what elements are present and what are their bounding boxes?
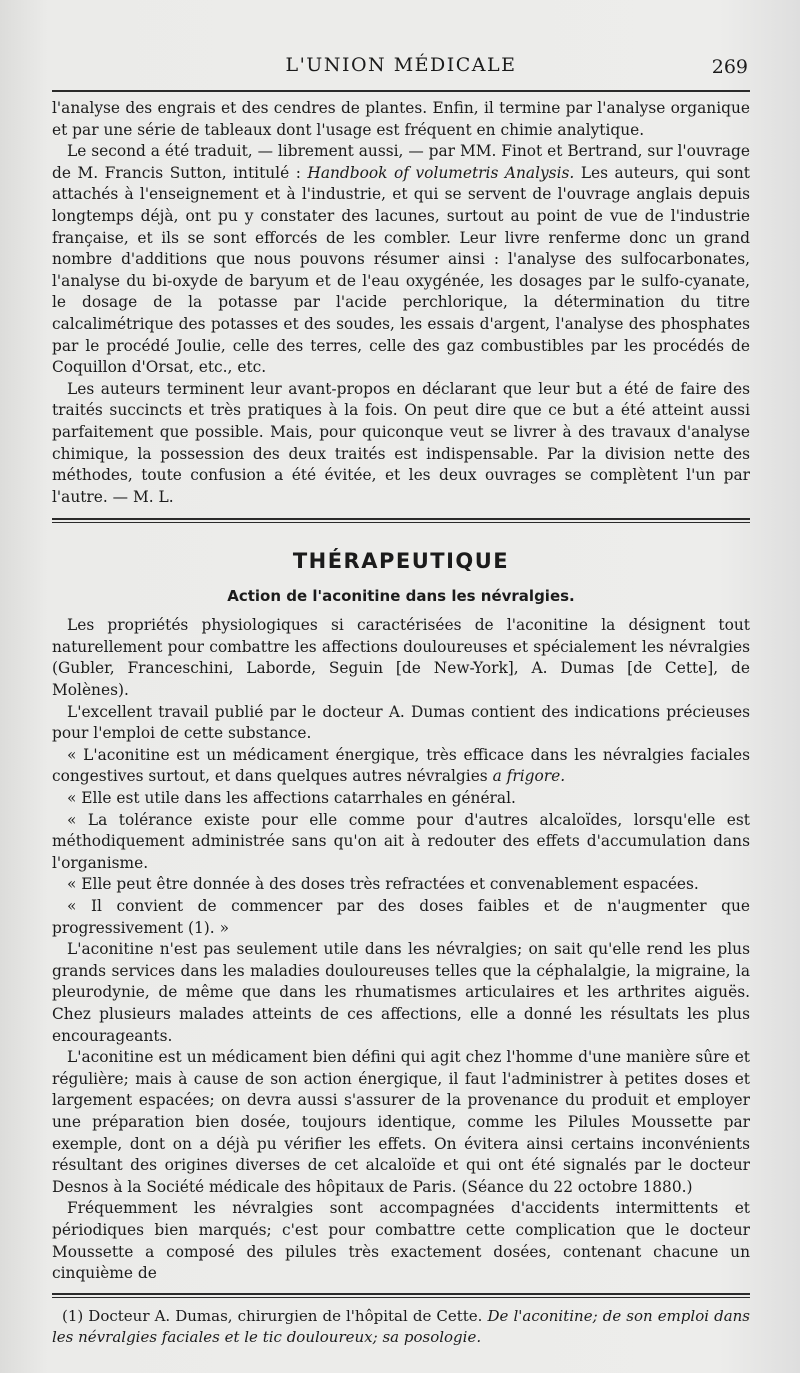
quote-2: « Elle est utile dans les affections catarrhales en général. (67, 789, 516, 808)
quote-1: « L'aconitine est un médicament énergique, très efficace dans les névralgies faciales congestives surtout, et dans quelques autres névralgies a frigore. (52, 745, 750, 786)
section-title: THÉRAPEUTIQUE (292, 549, 510, 574)
book-review (52, 98, 750, 508)
footnote-rule (52, 1293, 750, 1295)
article-body (52, 615, 750, 1284)
article-paragraph-1: Les propriétés physiologiques si caractérisées de l'aconitine la désignent tout naturellement pour combattre les affections douloureuses et spécialement les névralgies (Gubler, Franceschini, Laborde, Seguin [de New-York], A. Dumas [de Cette], de Molènes). (52, 616, 750, 700)
running-header (52, 48, 750, 86)
article-paragraph-2: L'excellent travail publié par le docteur A. Dumas contient des indications précieuses pour l'emploi de cette substance. (52, 702, 750, 743)
section-divider (52, 518, 750, 520)
therapeutique-section (52, 549, 750, 1284)
quote-3: « La tolérance existe pour elle comme pour d'autres alcaloïdes, lorsqu'elle est méthodiquement administrée sans qu'on ait à redouter des effets d'accumulation dans l'organisme. (52, 810, 750, 872)
review-paragraph-1: l'analyse des engrais et des cendres de plantes. Enfin, il termine par l'analyse organique et par une série de tableaux dont l'usage est fréquent en chimie analytique. (52, 99, 750, 139)
article-paragraph-4: L'aconitine est un médicament bien défini qui agit chez l'homme d'une manière sûre et régulière; mais à cause de son action énergique, il faut l'administrer à petites doses et largement espacées; on devra aussi s'assurer de la provenance du produit et employer une préparation bien dosée, toujours identique, comme les Pilules Moussette par exemple, dont on a déjà pu vérifier les effets. On évitera ainsi certains inconvénients résultant des origines diverses de cet alcaloïde et qui ont été signalés par le docteur Desnos à la Société médicale des hôpitaux de Paris. (Séance du 22 octobre 1880.) (52, 1048, 750, 1196)
article-paragraph-5: Fréquemment les névralgies sont accompagnées d'accidents intermittents et périodiques bien marqués; c'est pour combattre cette complication que le docteur Moussette a composé des pilules très exactement dosées, contenant chacune un cinquième de (52, 1199, 750, 1283)
section-divider-thin (52, 522, 750, 523)
header-rule (52, 90, 750, 92)
page-number: 269 (711, 56, 748, 78)
footnote: (1) Docteur A. Dumas, chirurgien de l'hôpital de Cette. De l'aconitine; de son emploi dans les névralgies faciales et le tic douloureux; sa posologie. (52, 1306, 750, 1346)
article-title: Action de l'aconitine dans les névralgies. (227, 587, 575, 606)
quote-5: « Il convient de commencer par des doses faibles et de n'augmenter que progressivement (1). » (52, 897, 750, 937)
review-paragraph-2: Le second a été traduit, — librement aussi, — par MM. Finot et Bertrand, sur l'ouvrage de M. Francis Sutton, intitulé : Handbook of volumetris Analysis. Les auteurs, qui sont attachés à l'enseignement et à l'industrie, et qui se servent de l'ouvrage anglais depuis longtemps déjà, ont pu y constater des lacunes, surtout au point de vue de l'industrie française, et ils se sont efforcés de les combler. Leur livre renferme donc un grand nombre d'additions que nous pouvons résumer ainsi : l'analyse des sulfocarbonates, l'analyse du bi-oxyde de baryum et de l'eau oxygénée, les dosages par le sulfo-cyanate, le dosage de la potasse par l'acide perchlorique, la détermination du titre calcalimétrique des potasses et des soudes, les essais d'argent, l'analyse des phosphates par le procédé Joulie, celle des terres, celle des gaz combustibles par les procédés de Coquillon d'Orsat, etc., etc. (52, 142, 750, 377)
footnote-rule-thin (52, 1297, 750, 1298)
review-paragraph-3: Les auteurs terminent leur avant-propos en déclarant que leur but a été de faire des traités succincts et très pratiques à la fois. On peut dire que ce but a été atteint aussi parfaitement que possible. Mais, pour quiconque veut se livrer à des travaux d'analyse chimique, la possession des deux traités est indispensable. Par la division nette des méthodes, toute confusion a été évitée, et les deux ouvrages se complètent l'un par l'autre. — M. L. (52, 379, 750, 506)
running-title: L'UNION MÉDICALE (285, 54, 517, 76)
article-paragraph-3: L'aconitine n'est pas seulement utile dans les névralgies; on sait qu'elle rend les plus grands services dans les maladies douloureuses telles que la céphalalgie, la migraine, la pleurodynie, de même que dans les rhumatismes articulaires et les arthrites aiguës. Chez plusieurs malades atteints de ces affections, elle a donné les résultats les plus encourageants. (52, 940, 750, 1045)
quote-4: « Elle peut être donnée à des doses très refractées et convenablement espacées. (67, 875, 699, 894)
book-title: Handbook of volumetris Analysis. (307, 163, 575, 182)
